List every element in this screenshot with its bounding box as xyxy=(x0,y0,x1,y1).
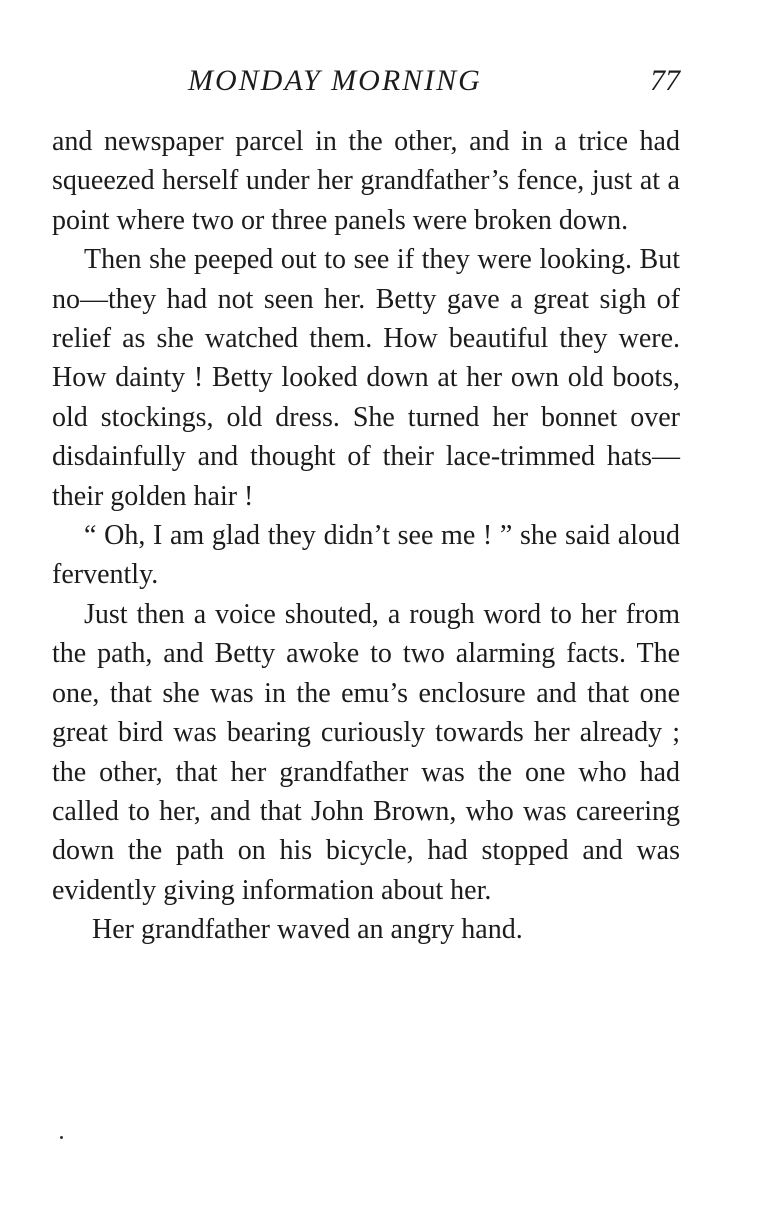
chapter-title: MONDAY MORNING xyxy=(188,64,482,97)
page-number: 77 xyxy=(650,64,680,97)
paragraph-3: “ Oh, I am glad they didn’t see me ! ” she said aloud fervently. xyxy=(52,520,680,591)
print-speck xyxy=(60,1136,63,1139)
paragraph-4: Just then a voice shouted, a rough word to her from the path, and Betty awoke to two alarming facts. The one, that she was in the emu’s enclosure and that one great bird was bearing curiously towards her already ; the other, that her grandfather was the one who had called to her, and that John Brown, who was careering down the path on his bicycle, had stopped and was evidently giving information about her. xyxy=(52,598,680,906)
paragraph-5: Her grandfather waved an angry hand. xyxy=(92,914,523,946)
running-header xyxy=(188,60,680,102)
paragraph-1: and newspaper parcel in the other, and in a trice had squeezed herself under her grandfather’s fence, just at a point where two or three panels were broken down. xyxy=(52,126,680,236)
body-text xyxy=(52,122,680,950)
paragraph-2: Then she peeped out to see if they were looking. But no—they had not seen her. Betty gave a great sigh of relief as she watched them. How beautiful they were. How dainty ! Betty looked down at her own old boots, old stockings, old dress. She turned her bonnet over disdainfully and thought of their lace-trimmed hats—their golden hair ! xyxy=(52,244,680,512)
